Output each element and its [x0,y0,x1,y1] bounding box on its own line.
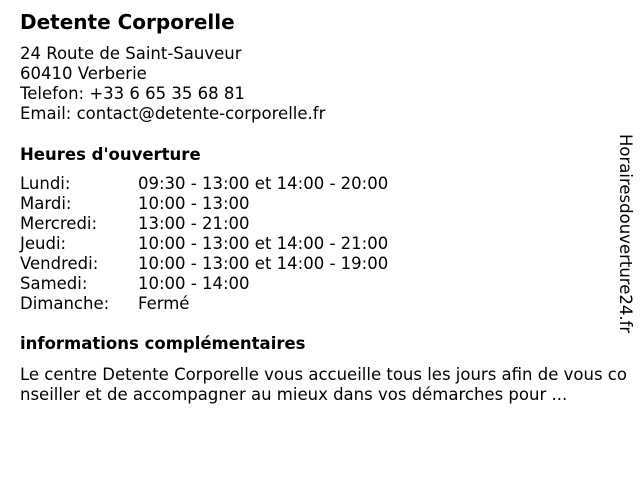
time-value: 13:00 - 21:00 [138,214,250,233]
day-label: Lundi: [20,174,71,193]
additional-info-text: Le centre Detente Corporelle vous accueille tous les jours afin de vous conseiller et de accompagner au mieux dans vos démarches pour ... [20,365,627,404]
hours-row-monday [20,174,440,194]
address-city: 60410 Verberie [20,64,147,83]
day-label: Jeudi: [20,234,67,253]
hours-row-tuesday [20,194,440,214]
hours-row-saturday [20,274,440,294]
business-name: Detente Corporelle [20,10,235,34]
time-value: 10:00 - 13:00 et 14:00 - 21:00 [138,234,389,253]
time-value: 10:00 - 13:00 [138,194,250,213]
hours-row-sunday [20,294,440,314]
hours-row-wednesday [20,214,440,234]
hours-row-thursday [20,234,440,254]
opening-hours-heading: Heures d'ouverture [20,145,201,164]
address-street: 24 Route de Saint-Sauveur [20,44,242,63]
day-label: Samedi: [20,274,88,293]
time-value: 10:00 - 14:00 [138,274,250,293]
email-address: Email: contact@detente-corporelle.fr [20,104,326,123]
watermark-text: Horairesdouverture24.fr [616,134,635,334]
hours-row-friday [20,254,440,274]
additional-info-heading: informations complémentaires [20,334,306,353]
address-block [20,44,325,124]
phone-number: Telefon: +33 6 65 35 68 81 [20,84,245,103]
time-value: 10:00 - 13:00 et 14:00 - 19:00 [138,254,389,273]
day-label: Dimanche: [20,294,110,313]
time-value: 09:30 - 13:00 et 14:00 - 20:00 [138,174,389,193]
opening-hours-table [20,174,440,314]
day-label: Mardi: [20,194,72,213]
time-value: Fermé [138,294,190,313]
day-label: Vendredi: [20,254,99,273]
watermark [610,134,640,344]
day-label: Mercredi: [20,214,98,233]
